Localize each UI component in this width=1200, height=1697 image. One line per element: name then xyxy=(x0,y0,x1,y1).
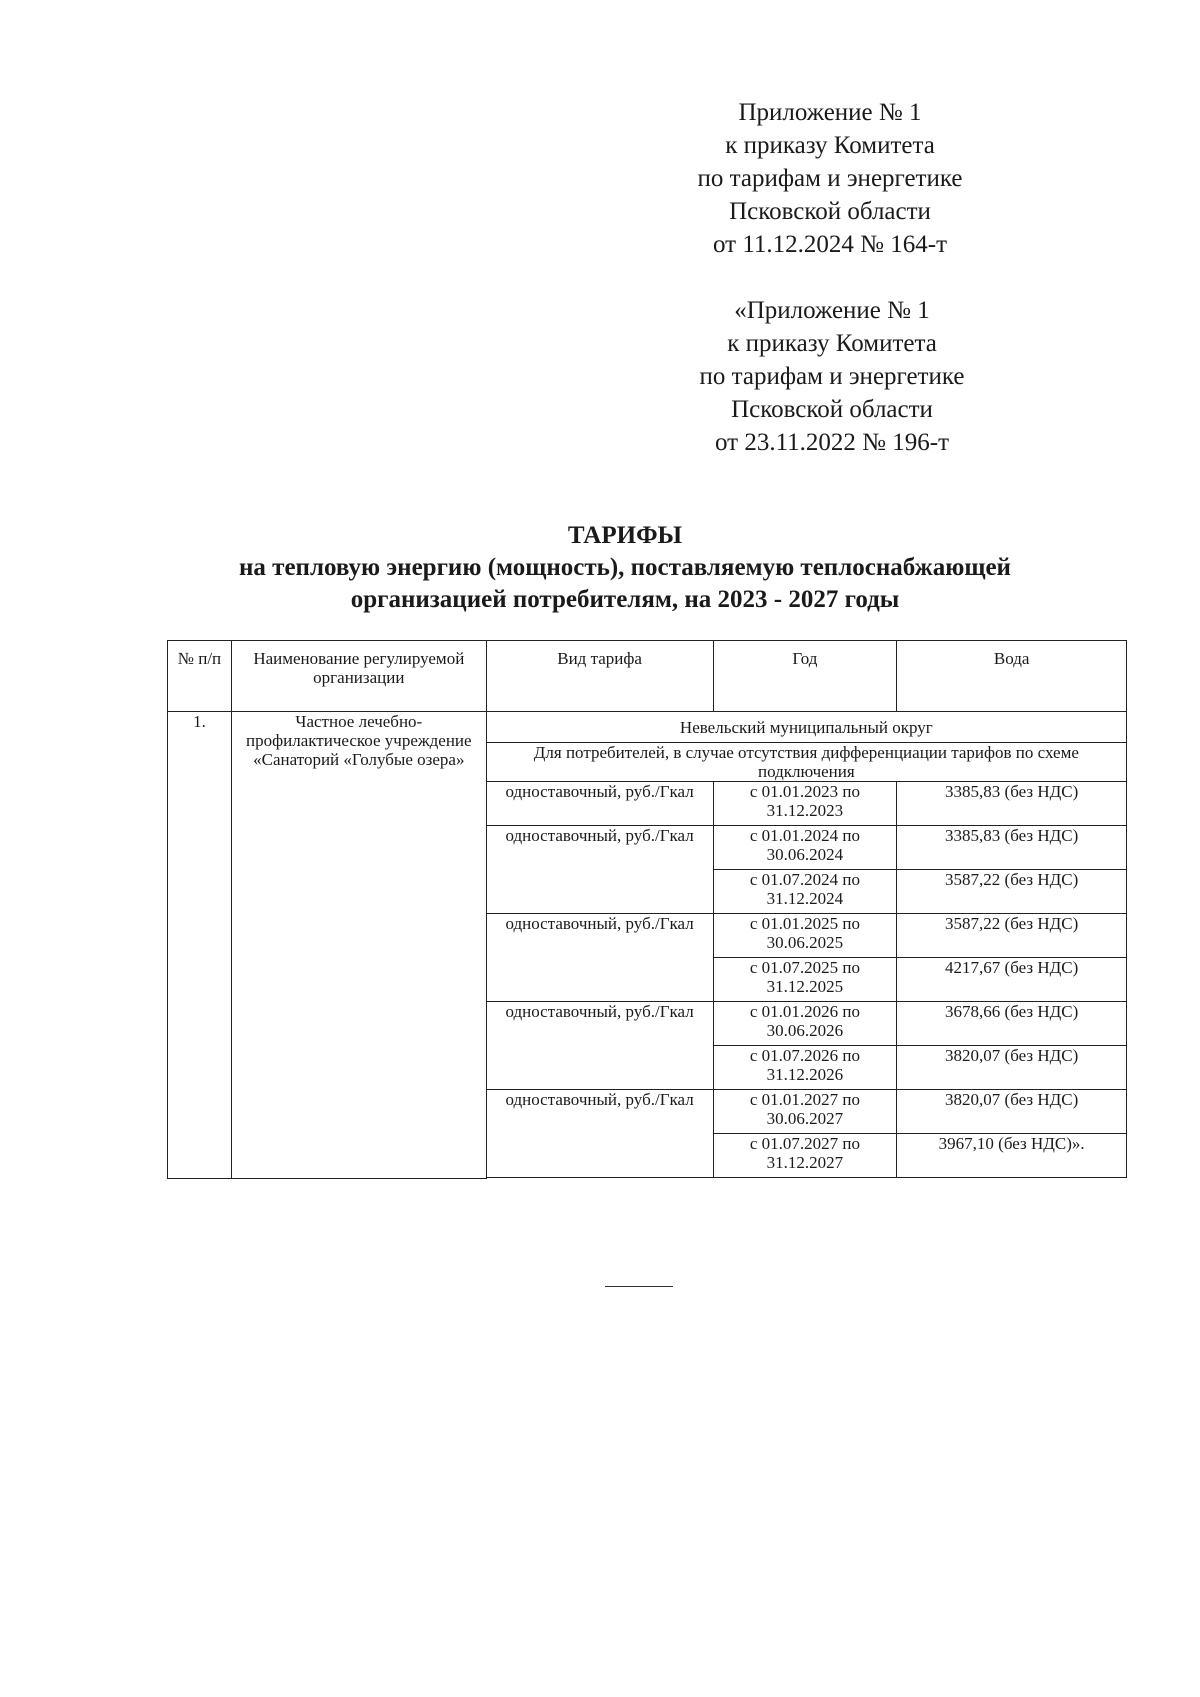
header-water: Вода xyxy=(897,641,1127,712)
period-cell: с 01.01.2024 по 30.06.2024 xyxy=(713,826,897,870)
period-cell: с 01.01.2025 по 30.06.2025 xyxy=(713,914,897,958)
period-cell: с 01.07.2026 по 31.12.2026 xyxy=(713,1046,897,1090)
value-cell: 3820,07 (без НДС) xyxy=(897,1046,1127,1090)
tariff-type-cell: одноставочный, руб./Гкал xyxy=(486,914,713,1002)
value-cell: 3678,66 (без НДС) xyxy=(897,1002,1127,1046)
appendix-line: «Приложение № 1 xyxy=(734,297,930,324)
header-num: № п/п xyxy=(168,641,232,712)
document-title xyxy=(0,520,1200,616)
organization-name: Частное лечебно-профилактическое учреждение «Санаторий «Голубые озера» xyxy=(231,712,486,1179)
tariff-type-cell: одноставочный, руб./Гкал xyxy=(486,1002,713,1090)
value-cell: 4217,67 (без НДС) xyxy=(897,958,1127,1002)
region-name: Невельский муниципальный округ xyxy=(486,712,1126,743)
value-cell: 3820,07 (без НДС) xyxy=(897,1090,1127,1134)
value-cell: 3385,83 (без НДС) xyxy=(897,826,1127,870)
period-cell: с 01.01.2023 по 31.12.2023 xyxy=(713,782,897,826)
appendix-previous xyxy=(642,294,1022,459)
appendix-line: к приказу Комитета xyxy=(727,330,937,357)
end-separator-line xyxy=(605,1286,673,1287)
title-line: ТАРИФЫ xyxy=(567,522,683,549)
appendix-line: по тарифам и энергетике xyxy=(699,363,965,390)
appendix-line: по тарифам и энергетике xyxy=(697,165,963,192)
value-cell: 3587,22 (без НДС) xyxy=(897,914,1127,958)
value-cell: 3385,83 (без НДС) xyxy=(897,782,1127,826)
appendix-line: к приказу Комитета xyxy=(725,132,935,159)
header-org: Наименование регулируемой организации xyxy=(231,641,486,712)
tariff-type-cell: одноставочный, руб./Гкал xyxy=(486,1090,713,1178)
appendix-line: Псковской области xyxy=(731,396,933,423)
table-row xyxy=(168,712,1127,743)
appendix-current xyxy=(640,96,1020,261)
appendix-line: от 11.12.2024 № 164-т xyxy=(712,231,948,258)
row-number: 1. xyxy=(168,712,232,1179)
value-cell: 3587,22 (без НДС) xyxy=(897,870,1127,914)
table-header-row xyxy=(168,641,1127,712)
period-cell: с 01.01.2026 по 30.06.2026 xyxy=(713,1002,897,1046)
header-tariff-type: Вид тарифа xyxy=(486,641,713,712)
spacer-cell xyxy=(486,1178,1126,1179)
title-line: на тепловую энергию (мощность), поставляемую теплоснабжающей xyxy=(239,554,1011,581)
period-cell: с 01.07.2027 по 31.12.2027 xyxy=(713,1134,897,1178)
appendix-line: от 23.11.2022 № 196-т xyxy=(714,429,950,456)
period-cell: с 01.07.2024 по 31.12.2024 xyxy=(713,870,897,914)
appendix-line: Псковской области xyxy=(729,198,931,225)
tariff-table xyxy=(167,640,1127,1179)
tariff-type-cell: одноставочный, руб./Гкал xyxy=(486,782,713,826)
consumer-group: Для потребителей, в случае отсутствия дифференциации тарифов по схеме подключения xyxy=(486,743,1126,782)
value-cell: 3967,10 (без НДС)». xyxy=(897,1134,1127,1178)
appendix-line: Приложение № 1 xyxy=(738,99,922,126)
period-cell: с 01.07.2025 по 31.12.2025 xyxy=(713,958,897,1002)
period-cell: с 01.01.2027 по 30.06.2027 xyxy=(713,1090,897,1134)
tariff-type-cell: одноставочный, руб./Гкал xyxy=(486,826,713,914)
header-year: Год xyxy=(713,641,897,712)
title-line: организацией потребителям, на 2023 - 2027 годы xyxy=(350,586,900,613)
